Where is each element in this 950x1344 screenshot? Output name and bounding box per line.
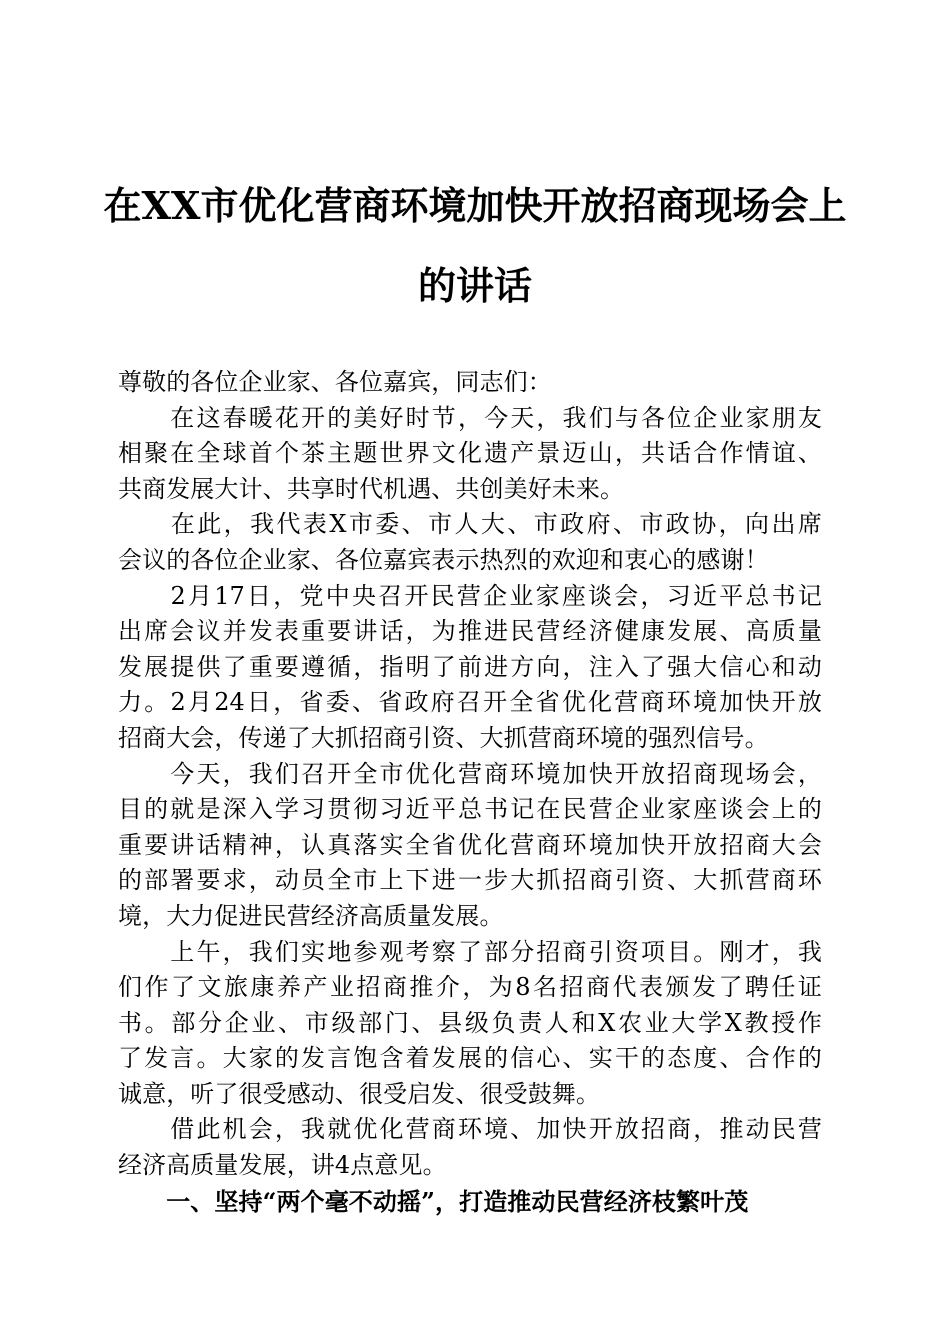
paragraph-line: 会议的各位企业家、各位嘉宾表示热烈的欢迎和衷心的感谢！ xyxy=(118,545,769,574)
title-line-1: 在XX市优化营商环境加快开放招商现场会上 xyxy=(103,183,847,228)
paragraph-line: 2月17日，党中央召开民营企业家座谈会，习近平总书记 xyxy=(118,581,822,610)
paragraph-line: 诚意，听了很受感动、很受启发、很受鼓舞。 xyxy=(118,1079,600,1108)
paragraph-line: 出席会议并发表重要讲话，为推进民营经济健康发展、高质量 xyxy=(118,617,822,646)
paragraph-line: 在此，我代表X市委、市人大、市政府、市政协，向出席 xyxy=(118,510,822,539)
paragraph-3 xyxy=(118,579,822,757)
section-heading-line: 一、坚持“两个毫不动摇”，打造推动民营经济枝繁叶茂 xyxy=(118,1186,749,1216)
paragraph-1 xyxy=(118,401,822,508)
document-body xyxy=(118,365,822,1219)
paragraph-line: 借此机会，我就优化营商环境、加快开放招商，推动民营 xyxy=(118,1115,822,1144)
paragraph-line: 在这春暖花开的美好时节，今天，我们与各位企业家朋友 xyxy=(118,403,822,432)
paragraph-line: 了发言。大家的发言饱含着发展的信心、实干的态度、合作的 xyxy=(118,1044,822,1073)
paragraph-line: 今天，我们召开全市优化营商环境加快开放招商现场会， xyxy=(118,759,822,788)
paragraph-line: 们作了文旅康养产业招商推介，为8名招商代表颁发了聘任证 xyxy=(118,973,822,1002)
greeting-line: 尊敬的各位企业家、各位嘉宾，同志们： xyxy=(118,368,552,396)
paragraph-line: 相聚在全球首个茶主题世界文化遗产景迈山，共话合作情谊、 xyxy=(118,439,822,468)
paragraph-line: 书。部分企业、市级部门、县级负责人和X农业大学X教授作 xyxy=(118,1008,822,1037)
title-line-2: 的讲话 xyxy=(417,263,532,308)
paragraph-line: 共商发展大计、共享时代机遇、共创美好未来。 xyxy=(118,474,625,503)
paragraph-2 xyxy=(118,507,822,578)
paragraph-line: 发展提供了重要遵循，指明了前进方向，注入了强大信心和动 xyxy=(118,652,822,681)
paragraph-line: 经济高质量发展，讲4点意见。 xyxy=(118,1151,447,1180)
section-heading xyxy=(118,1184,822,1220)
paragraph-4 xyxy=(118,757,822,935)
paragraph-5 xyxy=(118,935,822,1113)
paragraph-line: 目的就是深入学习贯彻习近平总书记在民营企业家座谈会上的 xyxy=(118,795,822,824)
paragraph-line: 上午，我们实地参观考察了部分招商引资项目。刚才，我 xyxy=(118,937,822,966)
paragraph-line: 境，大力促进民营经济高质量发展。 xyxy=(118,901,504,930)
paragraph-line: 重要讲话精神，认真落实全省优化营商环境加快开放招商大会 xyxy=(118,830,822,859)
paragraph-line: 招商大会，传递了大抓招商引资、大抓营商环境的强烈信号。 xyxy=(118,723,769,752)
paragraph-line: 的部署要求，动员全市上下进一步大抓招商引资、大抓营商环 xyxy=(118,866,822,895)
paragraph-line: 力。2月24日，省委、省政府召开全省优化营商环境加快开放 xyxy=(118,688,822,717)
document-title xyxy=(100,166,850,326)
greeting-paragraph xyxy=(118,365,822,401)
paragraph-6 xyxy=(118,1112,822,1183)
